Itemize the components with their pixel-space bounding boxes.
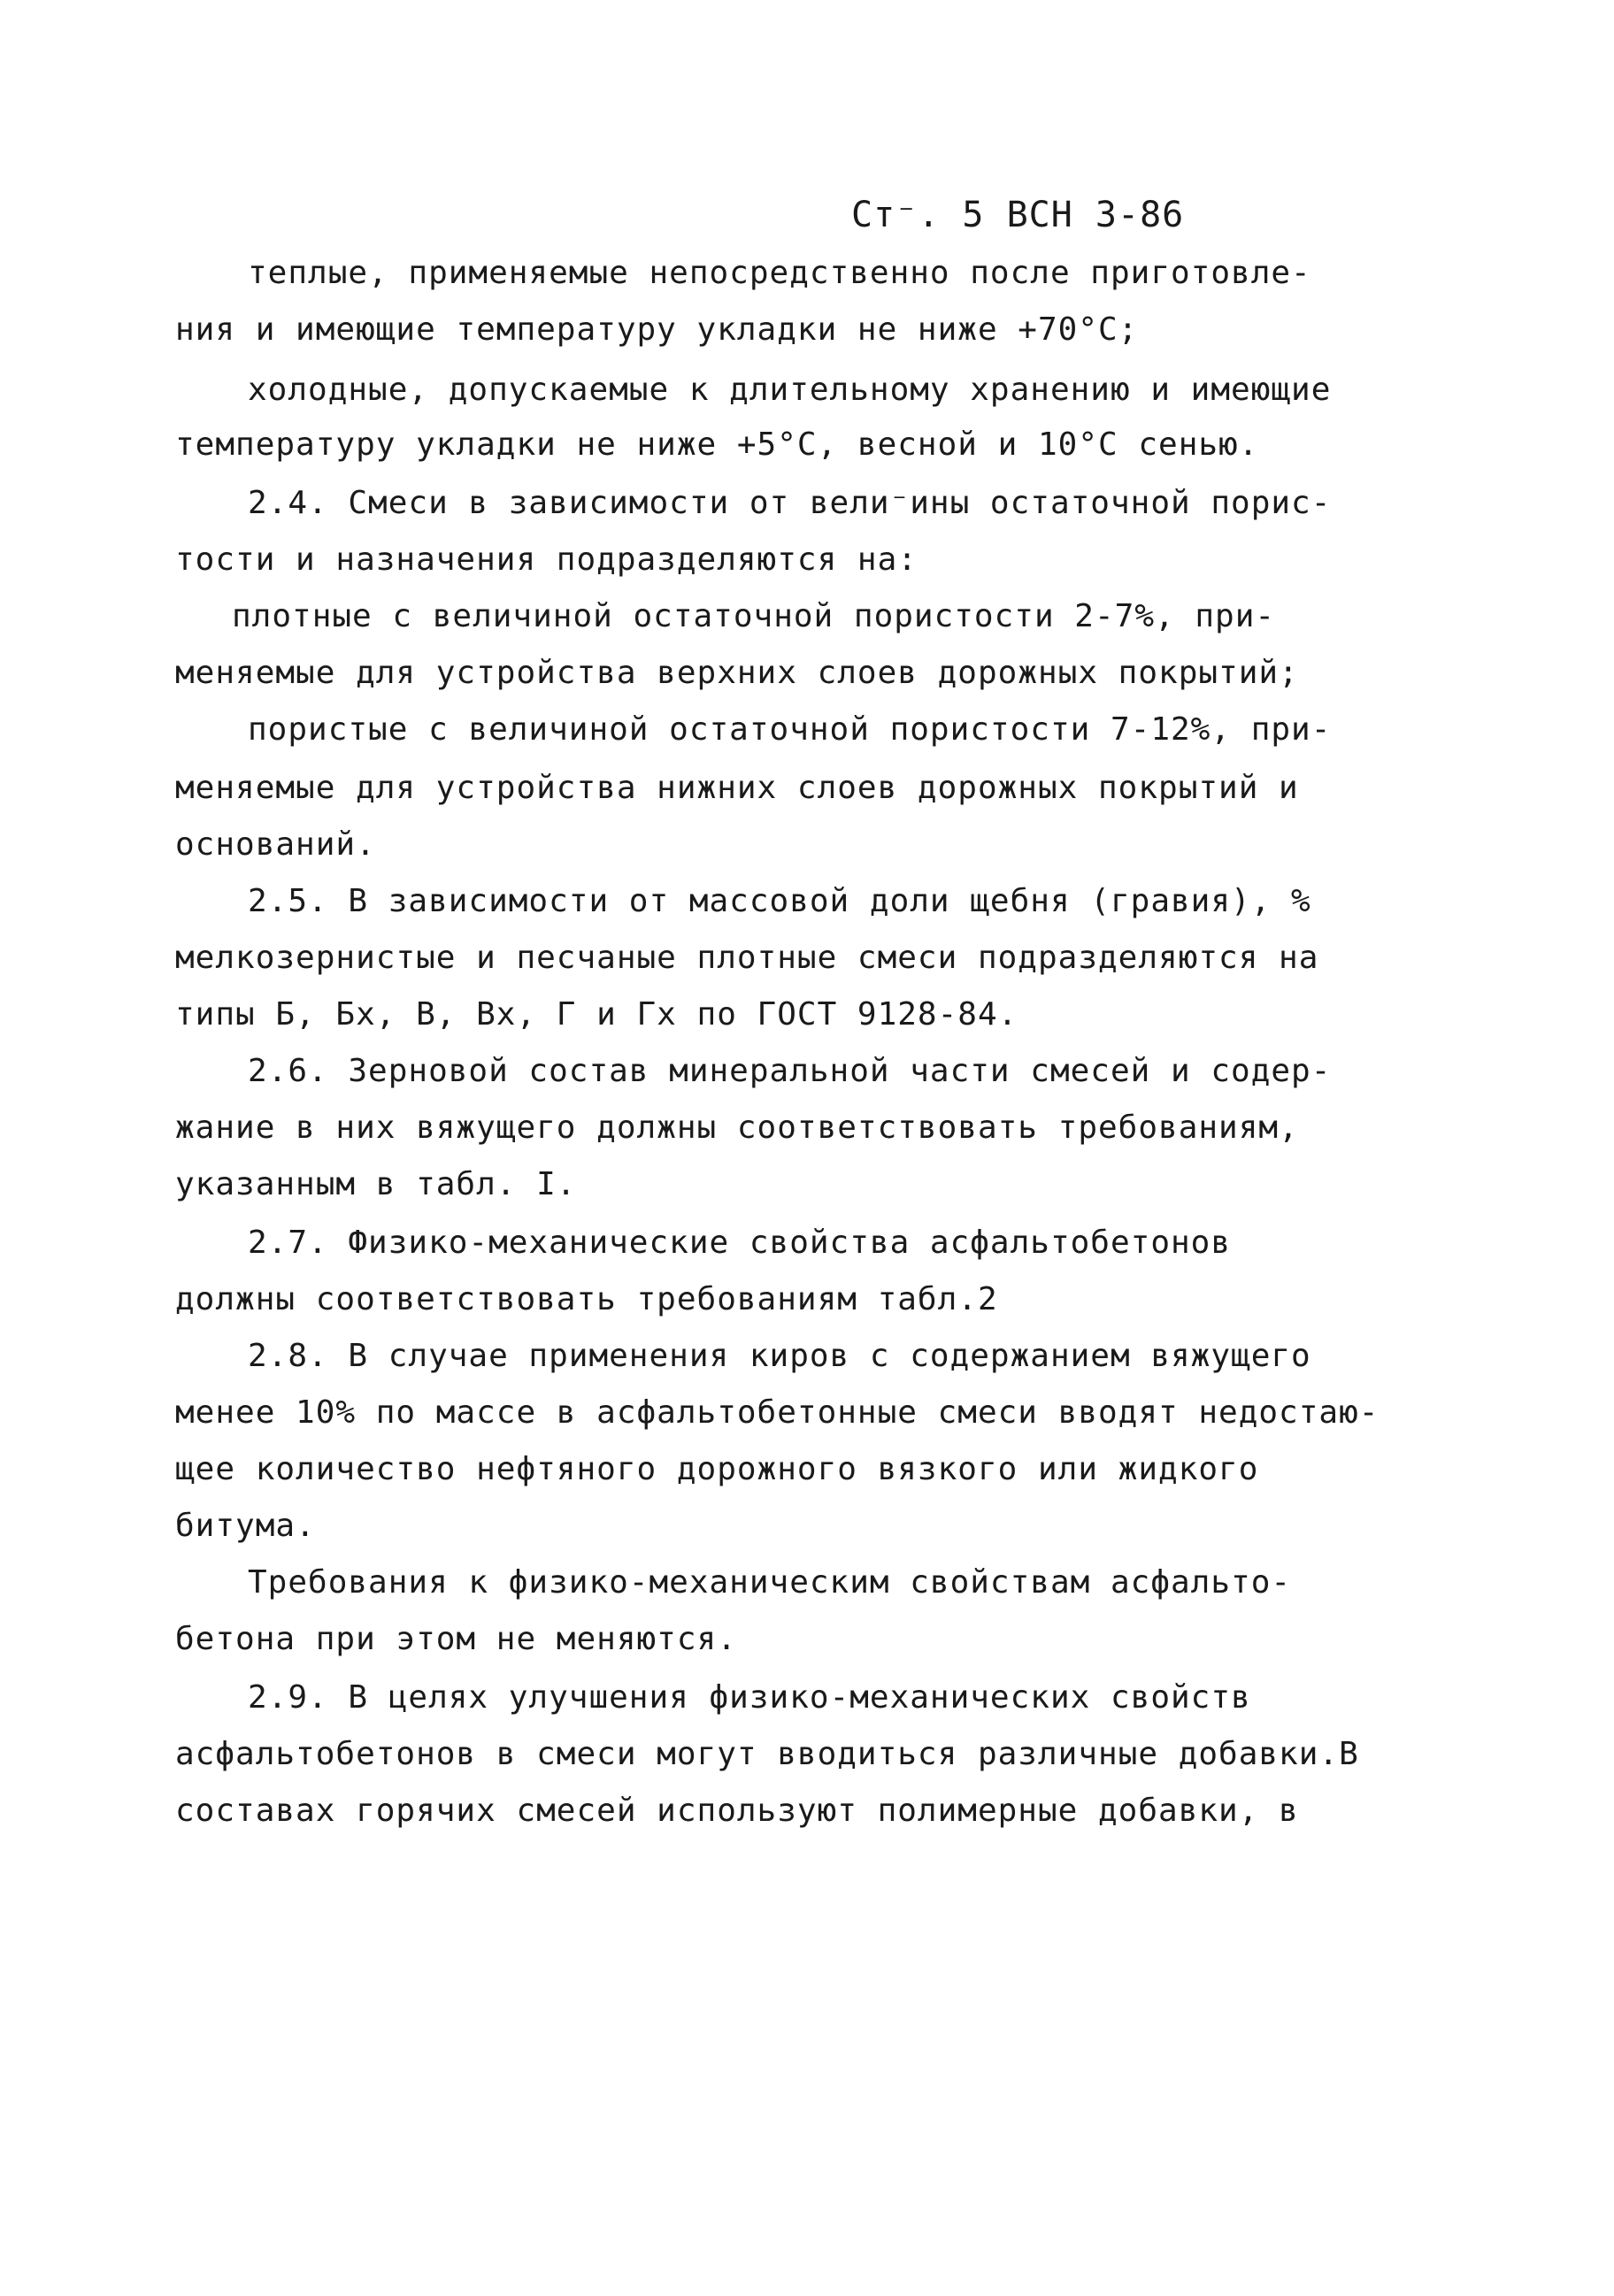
text-line: составах горячих смесей используют полимерные добавки, в — [175, 1793, 1299, 1829]
page-header: Ст⁻. 5 ВСН 3-86 — [851, 195, 1185, 235]
text-line: бетона при этом не меняются. — [175, 1621, 737, 1657]
text-line: холодные, допускаемые к длительному хранению и имеющие — [248, 372, 1332, 408]
text-line: 2.6. Зерновой состав минеральной части смесей и содер- — [248, 1053, 1332, 1089]
text-line: плотные с величиной остаточной пористости 2-7%, при- — [232, 598, 1276, 634]
text-line: ния и имеющие температуру укладки не ниже +70°С; — [175, 311, 1139, 348]
text-line: жание в них вяжущего должны соответствовать требованиям, — [175, 1110, 1299, 1146]
text-line: 2.9. В целях улучшения физико-механических свойств — [248, 1679, 1251, 1716]
text-line: асфальтобетонов в смеси могут вводиться различные добавки.В — [175, 1736, 1359, 1772]
text-line: теплые, применяемые непосредственно после приготовле- — [248, 255, 1311, 291]
text-line: битума. — [175, 1508, 316, 1544]
text-line: щее количество нефтяного дорожного вязкого или жидкого — [175, 1451, 1259, 1487]
text-line: мелкозернистые и песчаные плотные смеси подразделяются на — [175, 940, 1319, 976]
text-line: пористые с величиной остаточной пористости 7-12%, при- — [248, 711, 1332, 748]
text-line: меняемые для устройства верхних слоев дорожных покрытий; — [175, 655, 1299, 691]
text-line: 2.4. Смеси в зависимости от вели⁻ины остаточной порис- — [248, 485, 1332, 521]
text-line: оснований. — [175, 826, 376, 863]
text-line: указанным в табл. I. — [175, 1166, 577, 1202]
text-line: должны соответствовать требованиям табл.2 — [175, 1281, 998, 1317]
text-line: типы Б, Бх, В, Вх, Г и Гх по ГОСТ 9128-84. — [175, 996, 1018, 1033]
text-line: менее 10% по массе в асфальтобетонные смеси вводят недостаю- — [175, 1394, 1380, 1431]
text-line: меняемые для устройства нижних слоев дорожных покрытий и — [175, 770, 1299, 806]
text-line: температуру укладки не ниже +5°С, весной и 10°С сенью. — [175, 426, 1259, 463]
text-line: Требования к физико-механическим свойствам асфальто- — [248, 1564, 1292, 1601]
text-line: 2.8. В случае применения киров с содержанием вяжущего — [248, 1338, 1311, 1374]
text-line: 2.7. Физико-механические свойства асфальтобетонов — [248, 1225, 1232, 1261]
text-line: 2.5. В зависимости от массовой доли щебня (гравия), % — [248, 883, 1311, 919]
text-line: тости и назначения подразделяются на: — [175, 541, 918, 578]
